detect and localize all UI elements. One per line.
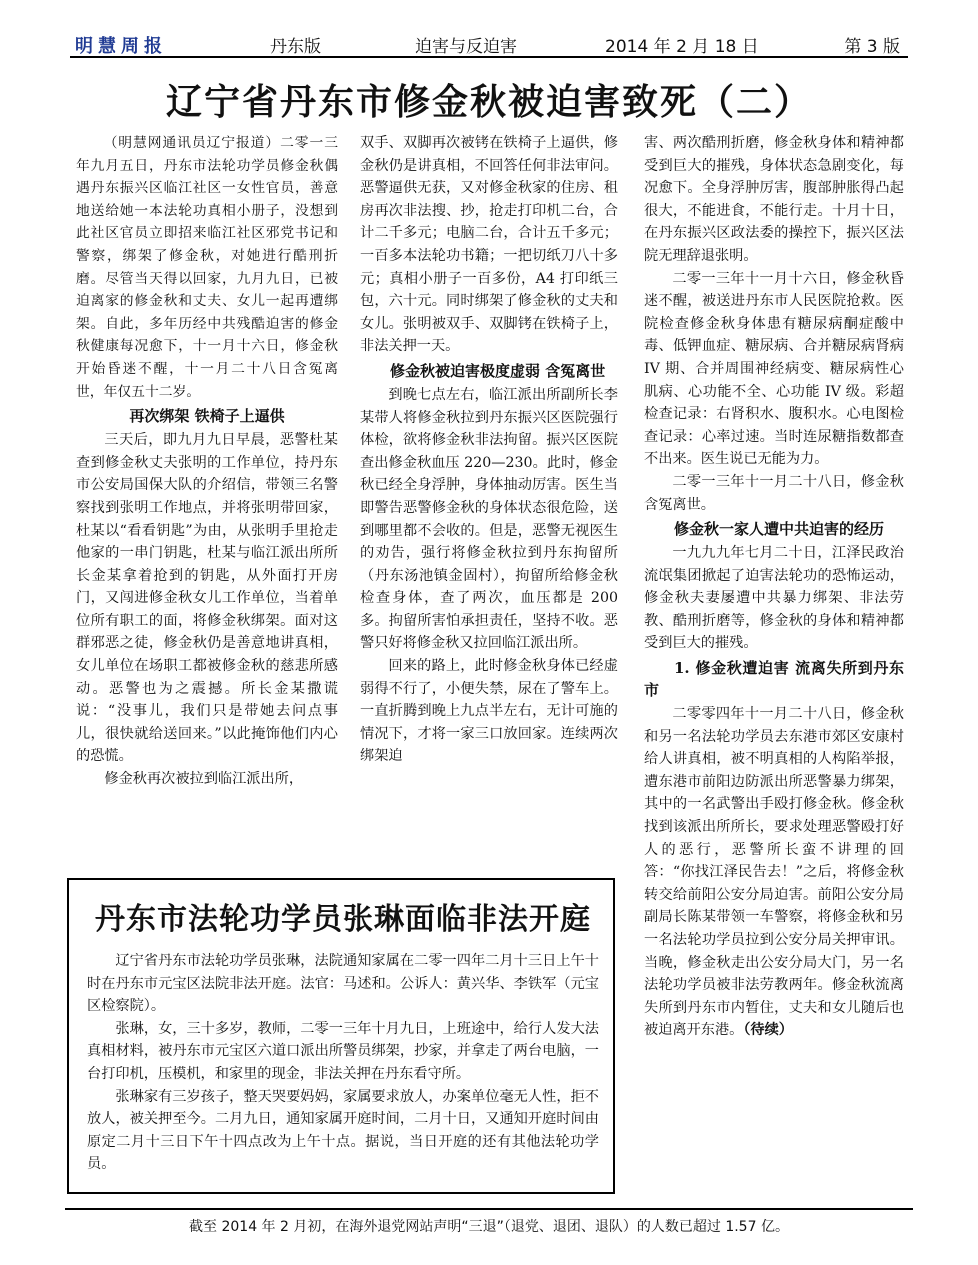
page-number: 第 3 版: [844, 37, 900, 57]
article-title: 辽宁省丹东市修金秋被迫害致死（二）: [165, 81, 812, 123]
article-lead: （明慧网通讯员辽宁报道）二零一三年九月五日，丹东市法轮功学员修金秋偶遇丹东振兴区临江社区一女性官员，善意地送给她一本法轮功真相小册子，没想到此社区官员立即招来临江社区邪党书记和警察，绑架了修金秋，对她进行酷刑折磨。尽管当天得以回家，九月九日，已被迫离家的修金秋和丈夫、女儿一起再遭绑架。自此，多年历经中共残酷迫害的修金秋健康每况愈下，十一月十六日，修金秋开始昏迷不醒，十一月二十八日含冤离世，年仅五十二岁。: [76, 135, 338, 400]
paragraph: 害、两次酷刑折磨，修金秋身体和精神都受到巨大的摧残，身体状态急剧变化，每况愈下。全身浮肿厉害，腹部肿胀得凸起很大，不能进食，不能行走。十月十日，在丹东振兴区政法委的操控下，振兴区法院无理辞退张明。: [644, 135, 904, 264]
sidebar-article-box: [67, 878, 615, 1194]
paragraph: 三天后，即九月九日早晨，恶警杜某查到修金秋丈夫张明的工作单位，持丹东市公安局国保大队的介绍信，带领三名警察找到张明工作地点，并将张明带回家，杜某以“看看钥匙”为由，从张明手里抢走他家的一串门钥匙，杜某与临江派出所所长金某拿着抢到的钥匙，从外面打开房门，又闯进修金秋女儿工作单位，当着单位所有职工的面，将修金秋绑架。面对这群邪恶之徒，修金秋仍是善意地讲真相，女儿单位在场职工都被修金秋的慈悲所感动。恶警也为之震撼。所长金某撒谎说：“没事儿，我们只是带她去问点事儿，很快就给送回来。”以此掩饰他们内心的恐慌。: [76, 432, 338, 765]
paragraph: 张琳，女，三十多岁，教师，二零一三年十月九日，上班途中，给行人发大法真相材料，被丹东市元宝区六道口派出所警员绑架，抄家，并拿走了两台电脑，一台打印机，压模机，和家里的现金，非法关押在丹东看守所。: [87, 1020, 599, 1082]
subheading: 修金秋一家人遭中共迫害的经历: [674, 520, 885, 539]
paragraph: 到晚七点左右，临江派出所副所长李某带人将修金秋拉到丹东振兴区医院强行体检，欲将修金秋非法拘留。振兴区医院查出修金秋血压 220—230。此时，修金秋已经全身浮肿，身体抽动厉害。医生当即警告恶警修金秋的身体状态很危险，送到哪里都不会收的。但是，恶警无视医生的劝告，强行将修金秋拉到丹东拘留所（丹东汤池镇金固村），拘留所给修金秋检查身体，查了两次，血压都是 200 多。拘留所害怕承担责任，坚持不收。恶警只好将修金秋又拉回临江派出所。: [360, 386, 618, 652]
subheading: 再次绑架 铁椅子上逼供: [129, 407, 285, 426]
paragraph: 二零一三年十一月二十八日，修金秋含冤离世。: [644, 473, 904, 513]
column-1: [76, 132, 338, 791]
paragraph: 二零一三年十一月十六日，修金秋昏迷不醒，被送进丹东市人民医院抢救。医院检查修金秋身体患有糖尿病酮症酸中毒、低钾血症、糖尿病、合并糖尿病肾病 IV 期、合并周围神经病变、糖尿病性心肌病、心功能不全、心功能 IV 级。彩超检查记录：右肾积水、腹积水。心电图检查记录：心率过速。当时连尿糖指数都查不出来。医生说已无能为力。: [644, 270, 904, 468]
section-label: 迫害与反迫害: [415, 37, 517, 57]
issue-date: 2014 年 2 月 18 日: [605, 37, 759, 57]
paragraph: 回来的路上，此时修金秋身体已经虚弱得不行了，小便失禁，尿在了警车上。一直折腾到晚上九点半左右，无计可施的情况下，才将一家三口放回家。连续两次绑架迫: [360, 658, 618, 765]
paragraph: 张琳家有三岁孩子，整天哭要妈妈，家属要求放人，办案单位毫无人性，拒不放人，被关押至今。二月九日，通知家属开庭时间，二月十日，又通知开庭时间由原定二月十三日下午十四点改为上午十点。据说，当日开庭的还有其他法轮功学员。: [87, 1088, 599, 1173]
subheading: 修金秋被迫害极度虚弱 含冤离世: [390, 361, 606, 380]
masthead-logo: 明慧周报: [75, 36, 167, 57]
to-be-continued: （待续）: [743, 1022, 793, 1039]
paragraph: 双手、双脚再次被铐在铁椅子上逼供，修金秋仍是讲真相，不回答任何非法审问。恶警逼供无获，又对修金秋家的住房、租房再次非法搜、抄，抢走打印机二台，合计二千多元；电脑二台，合计五千多元；一百多本法轮功书籍；一把切纸刀八十多元；真相小册子一百多份，A4 打印纸三包，六十元。同时绑架了修金秋的丈夫和女儿。张明被双手、双脚铐在铁椅子上，非法关押一天。: [360, 135, 618, 355]
subheading: 1. 修金秋遭迫害 流离失所到丹东市: [644, 659, 904, 700]
edition-label: 丹东版: [270, 37, 321, 57]
page-header: [70, 30, 908, 58]
footer-note: 截至 2014 年 2 月初，在海外退党网站声明“三退”（退党、退团、退队）的人数已超过 1.57 亿。: [65, 1208, 913, 1236]
paragraph: 辽宁省丹东市法轮功学员张琳，法院通知家属在二零一四年二月十三日上午十时在丹东市元宝区法院非法开庭。法官：马述和。公诉人：黄兴华、李铁军（元宝区检察院）。: [87, 953, 599, 1015]
column-3: [644, 132, 904, 1042]
paragraph: 一九九九年七月二十日，江泽民政治流氓集团掀起了迫害法轮功的恐怖运动，修金秋夫妻屡遭中共暴力绑架、非法劳教、酷刑折磨等，修金秋的身体和精神都受到巨大的摧残。: [644, 545, 904, 652]
paragraph: 修金秋再次被拉到临江派出所，: [104, 771, 304, 788]
paragraph: [644, 703, 904, 1042]
column-2: [360, 132, 618, 768]
sidebar-article-title: 丹东市法轮功学员张琳面临非法开庭: [95, 902, 591, 937]
paragraph-text: 二零零四年十一月二十八日，修金秋和另一名法轮功学员去东港市郊区安康村给人讲真相，被不明真相的人构陷举报，遭东港市前阳边防派出所恶警暴力绑架，其中的一名武警出手殴打修金秋。修金秋找到该派出所所长，要求处理恶警殴打好人的恶行，恶警所长蛮不讲理的回答：“你找江泽民告去！”之后，将修金秋转交给前阳公安分局迫害。前阳公安分局副局长陈某带领一车警察，将修金秋和另一名法轮功学员拉到公安分局关押审讯。当晚，修金秋走出公安分局大门，另一名法轮功学员被非法劳教两年。修金秋流离失所到丹东市内暂住，丈夫和女儿随后也被迫离开东港。: [644, 706, 904, 1039]
